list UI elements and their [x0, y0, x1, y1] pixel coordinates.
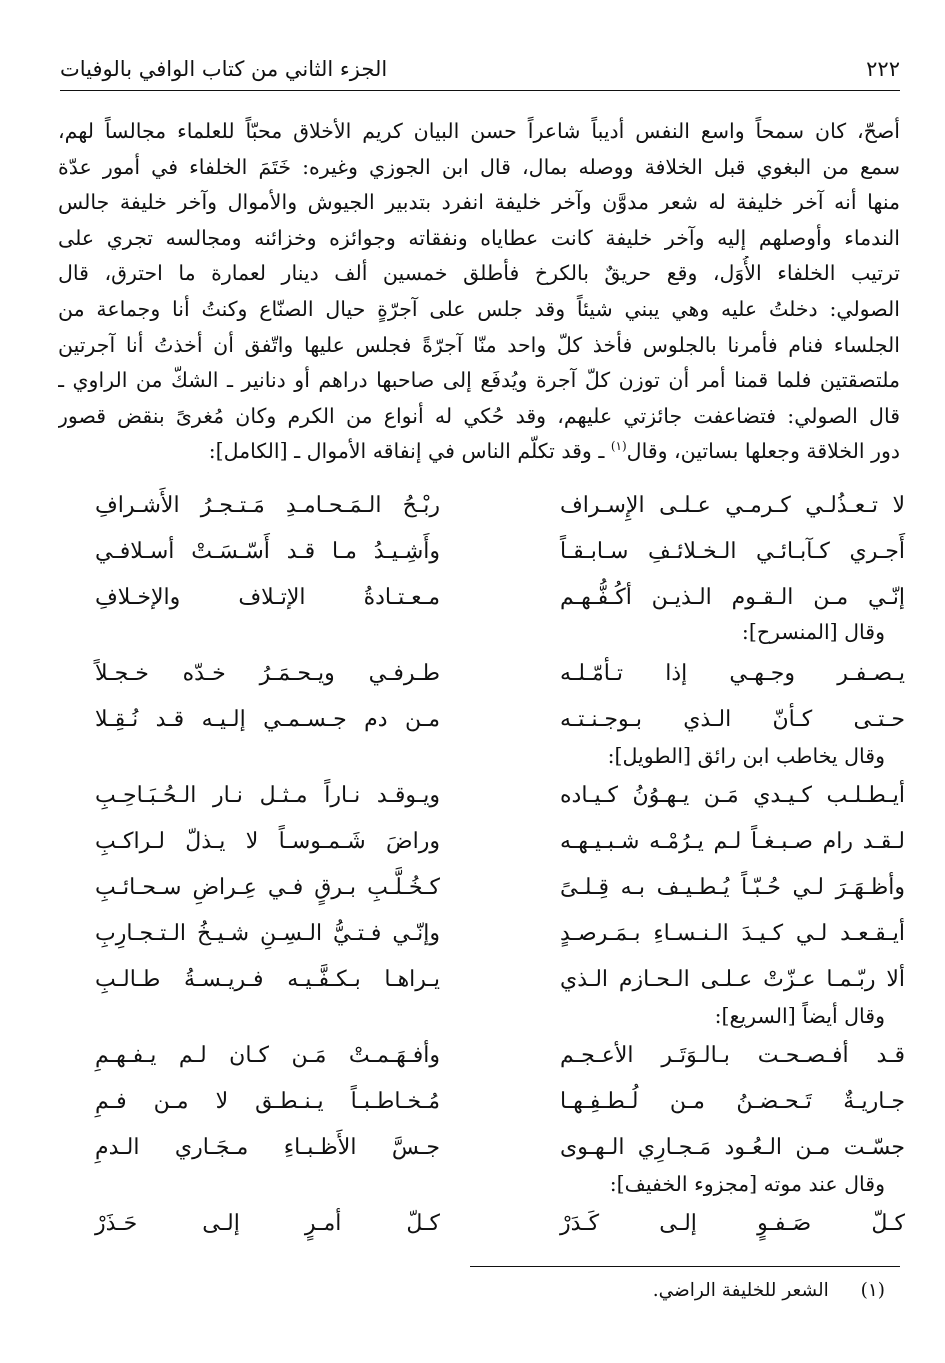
verse-second-hemistich: جـسَّ الأَظـبـاءِ مـجَـاري الـدمِ — [95, 1135, 440, 1160]
verse-line — [95, 960, 905, 1000]
verse-gap — [440, 822, 560, 862]
verse-line — [95, 532, 905, 572]
verse-gap — [440, 654, 560, 694]
footnote-number: (١) — [860, 1280, 885, 1301]
running-title: الجزء الثاني من كتاب الوافي بالوفيات — [60, 57, 388, 81]
verse-gap — [440, 1204, 560, 1244]
footnote-rule — [470, 1266, 900, 1267]
verse-line — [95, 914, 905, 954]
verse-second-hemistich: مـعـتـادةُ الإتـلاف والإخـلافِ — [95, 585, 440, 610]
verse-second-hemistich: مـن دم جـسـمـي إلـيـه قـد نُـقِـلا — [95, 707, 440, 732]
prose-line: ترتيب الخلفاء الأُوَل، وقع حريقٌ بالكرخ فأطلق خمسين ألف دينار لعمارة ما احترق، قال — [58, 261, 900, 286]
verse-first-hemistich: ألا ربّـمـا عـزّتْ عـلـى الـحـازم الـذي — [560, 967, 905, 992]
verse-gap — [440, 578, 560, 618]
verse-line — [95, 578, 905, 618]
verse-first-hemistich: حـتـى كـأنّ الـذي بـوجـنـتـه — [560, 707, 905, 732]
poem-intro: وقال [المنسرح]: — [741, 620, 885, 644]
verse-gap — [440, 486, 560, 526]
verse-first-hemistich: يـصـفـر وجـهـي إذا تـأمّـلـه — [560, 661, 905, 686]
verse-first-hemistich: وأظـهَـرَ لـي حُـبّـاً يُـطـيـف بـه قِـلـىً — [560, 875, 905, 900]
verse-first-hemistich: لا تـعـذُلـي كـرمـي عـلـى الإِسـراف — [560, 493, 905, 518]
page-number: ٢٢٢ — [866, 57, 900, 81]
prose-line-last — [58, 434, 900, 470]
verse-first-hemistich: قـد أفـصـحـت بـالـوَتَـر الأعـجـم — [560, 1043, 905, 1068]
verse-line — [95, 1128, 905, 1168]
verse-gap — [440, 868, 560, 908]
verse-gap — [440, 532, 560, 572]
header-rule — [60, 90, 900, 91]
verse-first-hemistich: إنّـي مـن الـقـوم الـذيـن أكُـفُّـهـم — [560, 585, 905, 610]
verse-second-hemistich: ويـوقـد نـاراً مـثـل نـار الـحُـبَـاحِـبِ — [95, 783, 440, 808]
prose-line: سمع من البغوي قبل الخلافة ووصله بمال، قال ابن الجوزي وغيره: خَتَمَ الخلفاء في أمور عدّة — [58, 154, 900, 179]
verse-second-hemistich: كـخُـلَّـبِ بـرقٍ فـي عِـراضِ سـحـائـبِ — [95, 875, 440, 900]
verse-second-hemistich: طـرفـي ويـحـمَـرُ خـدّه خـجـلاً — [95, 661, 440, 686]
verse-first-hemistich: جسّـت مـن الـعُـود مَـجـارِي الـهـوى — [560, 1135, 905, 1160]
verse-gap — [440, 1082, 560, 1122]
footnote-text: الشعر للخليفة الراضي. — [652, 1280, 829, 1301]
prose-line: الصولي: دخلتُ عليه وهي يبني شيئاً وقد جلس على آجرّةٍ حيال الصنّاع وكنتُ أنا وجماعة من — [58, 296, 900, 321]
footnote-reference: (١) — [610, 439, 627, 454]
verse-second-hemistich: كـلّ أمـرٍ إلـى حَـذَرْ — [95, 1211, 440, 1236]
verse-gap — [440, 914, 560, 954]
prose-line: الجلساء فنام فأمرنا بالجلوس فأخذ كلّ واحد منّا آجرّةً فجلس عليها واتّفق أن أخذتُ أنا آجرتين — [58, 332, 900, 357]
verse-line — [95, 1036, 905, 1076]
verse-line — [95, 700, 905, 740]
poem-intro: وقال يخاطب ابن رائق [الطويل]: — [607, 744, 885, 768]
verse-gap — [440, 776, 560, 816]
verse-second-hemistich: وإنّـي فـتـيُّ الـسِـنِ شـيـخُ الـتـجـارِبِ — [95, 921, 440, 946]
verse-second-hemistich: يـراهـا بـكـفَّـيـه فـريـسـةُ طـالـبِ — [95, 967, 440, 992]
prose-line-tail: ـ وقد تكلّم الناس في إنفاقه الأموال ـ [الكامل]: — [208, 439, 611, 464]
verse-first-hemistich: جـاريـةٌ تَـحـضـنُ مـن لُـطـفِـهـا — [560, 1089, 905, 1114]
verse-line — [95, 654, 905, 694]
poem-intro: وقال عند موته [مجزوء الخفيف]: — [609, 1172, 885, 1196]
verse-gap — [440, 960, 560, 1000]
verse-first-hemistich: أَجـري كـآبـائـي الـخـلائـفِ سـابـقـاً — [560, 539, 905, 564]
prose-line: قال الصولي: فتضاعفت جائزتي عليهم، وقد حُكي له أنواع من الكرم وكان مُغرىً بنقض قصور — [58, 403, 900, 428]
prose-line: الندماء وأوصلهم إليه وآخر خليفة كانت عطاياه ونفقاته وجوائزه وخزائنه ومجالسه تجري على — [58, 225, 900, 250]
verse-second-hemistich: ربْـحُ الـمَـحـامـدِ مَـتـجـرُ الأَشـرافِ — [95, 493, 440, 518]
verse-line — [95, 1082, 905, 1122]
verse-line — [95, 776, 905, 816]
verse-first-hemistich: لـقـد رام صـبـغـاً لـم يـرُمْـه شـبـيـهـه — [560, 829, 905, 854]
verse-second-hemistich: وأفـهَـمـتْ مَـن كـان لـم يـفـهـمِ — [95, 1043, 440, 1068]
verse-line — [95, 1204, 905, 1244]
prose-line: منها أنه آخر خليفة له شعر مدوَّن وآخر خليفة انفرد بتدبير الجيوش والأموال وآخر خليفة جالس — [58, 190, 900, 215]
verse-second-hemistich: مُـخـاطـبـاً يـنـطـق لا مـن فـمِ — [95, 1089, 440, 1114]
verse-first-hemistich: كـلّ صَـفـوٍ إلـى كَـدَرْ — [560, 1211, 905, 1236]
verse-gap — [440, 700, 560, 740]
prose-line-start: دور الخلاقة وجعلها بساتين، وقال — [626, 439, 900, 464]
verse-first-hemistich: أيـقـعـد لـي كـيـدَ الـنـسـاءِ بـمَـرصـدٍ — [560, 921, 905, 946]
prose-paragraph — [58, 114, 900, 470]
footnote — [653, 1276, 885, 1306]
verse-gap — [440, 1036, 560, 1076]
verse-gap — [440, 1128, 560, 1168]
poem-intro: وقال أيضاً [السريع]: — [714, 1004, 885, 1028]
verse-second-hemistich: وراضَ شَـمـوسـاً لا يـذلّ لـراكـبِ — [95, 829, 440, 854]
page-header — [60, 52, 900, 86]
verse-line — [95, 868, 905, 908]
prose-line: ملتصقتين فلما قمنا أمر أن توزن كلّ آجرة ويُدفَع إلى صاحبها دراهم أو دنانير ـ الشكّ من الراوي ـ — [58, 368, 900, 393]
verse-line — [95, 822, 905, 862]
verse-first-hemistich: أيـطـلـب كـيـدي مَـن يـهـوُنُ كـيـاده — [560, 783, 905, 808]
verse-second-hemistich: وأَشِـيـدُ مـا قـد أَسّـسَـتْ أسـلافـي — [95, 539, 440, 564]
verse-line — [95, 486, 905, 526]
prose-line: أصحّ، كان سمحاً واسع النفس أديباً شاعراً حسن البيان كريم الأخلاق محبّاً للعلماء مجالساً لهم، — [58, 119, 900, 143]
